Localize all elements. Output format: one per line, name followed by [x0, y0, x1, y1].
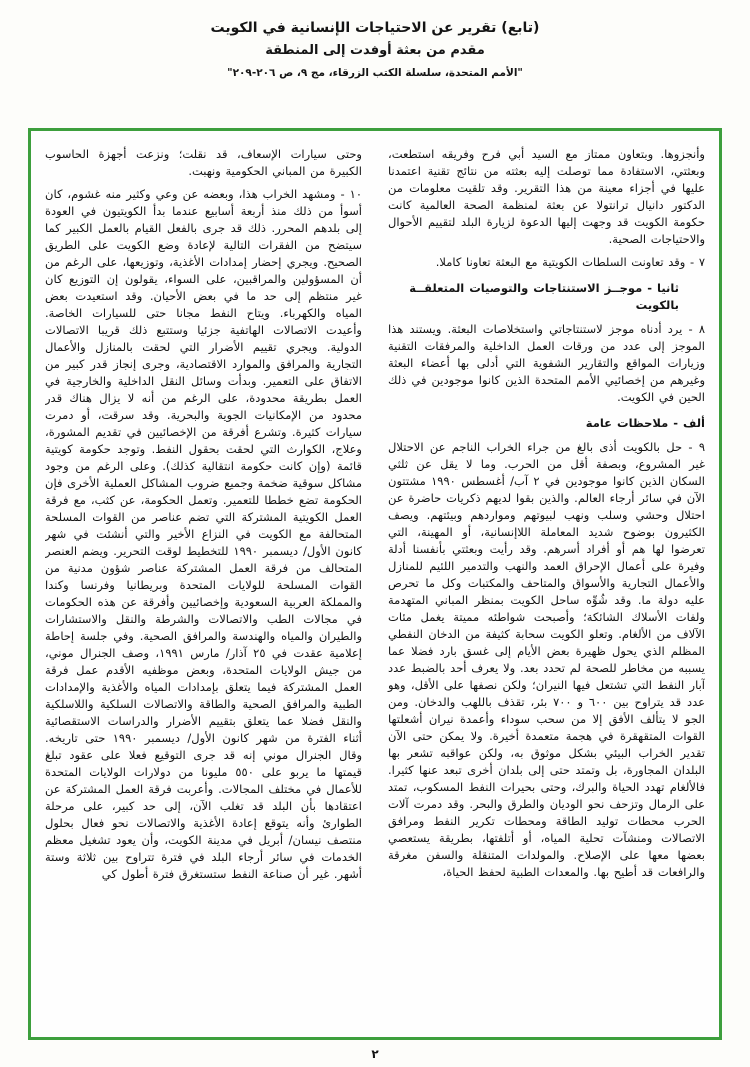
paragraph: ٩ - حل بالكويت أذى بالغ من جراء الخراب الناجم عن الاحتلال غير المشروع، وبصفة أقل من الحرب. وما لا يقل عن ثلثي السكان الذين كانوا موجودين في ٢ آب/ أغسطس ١٩٩٠ مشتتون الآن في سائر أرجاء العالم. والذين بقوا لديهم ذكريات حاضرة عن احتلال وحشي وسلب ونهب لبيوتهم ومواردهم وبيئتهم. ويصف الكثيرون بوضوح شديد المعاملة اللاإنسانية، أو المهينة، التي تعرضوا لها هم أو أفراد أسرهم. وقد رأيت وبعثتي بأنفسنا أدلة وفيرة على أعمال الإحراق العمد والنهب والتدمير اللئيم للمنازل والأعمال التجارية والأسواق والمتاحف والمكتبات وكل ما تحرص عليه دولة ما. وقد شُوِّه ساحل الكويت بمنظر المباني المتهدمة ولفات الأسلاك الشائكة؛ وأصبحت شواطئه مميتة يغمل مئات الآلاف من الألغام. وتعلو الكويت سحابة كثيفة من الدخان النفطي المظلم الذي يحول ظهيرة بعض الأيام إلى غسق بارد فضلا عما يسببه من مخاطر للصحة لم تحدد بعد. ولا يعرف أحد بالضبط عدد آبار النفط التي تشتعل فيها النيران؛ ولكن نصفها على الأقل، وهو عدد قد يتراوح بين ٦٠٠ و ٧٠٠ بئر، تقذف باللهب والدخان. ومن الجو لا يتألف الأفق إلا من سحب سوداء وأعمدة نيران أشعلتها القوات المتقهقرة في هجمة متعمدة أخيرة. ولا يمكن حتى الآن تقدير الخراب البيئي بشكل موثوق به، ولكن عواقبه تشعر بها البلدان المجاورة، بل وتمتد حتى إلى بلدان أخرى تبعد عنها كثيرا. فالألغام تهدد الحياة والبرك، وحتى بحيرات النفط المسكوب، تمتد على الرمال وتزحف نحو الوديان والطرق والبحر. وقد دمرت آلات الحرب محطات توليد الطاقة ومحطات تكرير النفط ومرافق الاتصالات ومنشآت تحلية المياه، أو أتلفتها، بطريقة يستعصي بعضها معها على الإصلاح. والمولدات المتنقلة والسفن مغرقة والرافعات قد أطيح بها. والمعدات الطبية لحفظ الحياة، — [388, 440, 705, 879]
document-frame — [28, 128, 722, 1040]
document-body — [45, 146, 705, 1025]
page-number: ٢ — [371, 1047, 379, 1061]
paragraph: ٧ - وقد تعاونت السلطات الكويتية مع البعثة تعاونا كاملا. — [435, 255, 705, 269]
document-header — [0, 20, 750, 79]
section-heading: ثانيا - موجــز الاستنتاجات والتوصيات المتعلقــة بالكويت — [409, 281, 679, 312]
document-title: (تابع) تقرير عن الاحتياجات الإنسانية في الكويت — [210, 20, 540, 36]
paragraph: ٨ - يرد أدناه موجز لاستنتاجاتي واستخلاصات البعثة. ويستند هذا الموجز إلى عدد من ورقات العمل الداخلية والمرفقات التقنية وزيارات المواقع والتقارير الشفوية التي أدلى بها أعضاء البعثة وغيرهم من إخصائيي الأمم المتحدة الذين كانوا موجودين في ذلك الحين في الكويت. — [388, 322, 705, 404]
document-source-citation: "الأمم المتحدة، سلسلة الكتب الزرقاء، مج ٩، ص ٢٠٦-٢٠٩" — [227, 67, 523, 79]
paragraph: وحتى سيارات الإسعاف، قد نقلت؛ ونزعت أجهزة الحاسوب الكبيرة من المباني الحكومية ونهبت. — [45, 147, 362, 178]
paragraph: ١٠ - ومشهد الخراب هذا، وبعضه عن وعي وكثير منه غشوم، كان أسوأ من ذلك منذ أربعة أسابيع عندما بدأ الكويتيون في العودة إلى بلدهم المحرر. ذلك قد جرى بالفعل القيام بالعمل الكبير كما سيتضح من الفقرات التالية لإعادة وضع الكويت على الطريق الصحيح. ويجري إحضار إمدادات الأغذية، وتوزيعها، على الرغم من أن المسؤولين والمراقبين، على السواء، يقولون إن التوزيع كان غير منتظم إلى حد ما في بعض الأحيان. وقد استعيدت بعض المياه والكهرباء. ويتاح النفط مجانا حتى للسيارات الخاصة. وأعيدت الاتصالات الهاتفية جزئيا وستتبع ذلك قريبا الاتصالات الدولية. ويجري تقييم الأضرار التي لحقت بالمنازل والأعمال التجارية والمرافق والموارد الاقتصادية، وجرى إنجاز قدر كبير من الاتفاق على التعمير. وبدأت وسائل النقل الداخلية والخارجية في العمل بطريقة محدودة، على الرغم من أنه لا يزال هناك قدر محدود من الإمكانيات الجوية والبحرية. وقد سرقت، أو دمرت سيارات كثيرة. وتشرع أفرقة من الإخصائيين في تقديم المشورة، وعلاج، الكوارث التي لحقت بحقول النفط. وتوجد حكومة كويتية قائمة (وإن كانت حكومة انتقالية كذلك). وعلى الرغم من وجود مشاكل سوقية ضخمة وجميع ضروب المشاكل العملية الأخرى فإن الحكومة تضع خططا للتعمير. وتعمل الحكومة، عن كثب، مع فرقة العمل الكويتية المشتركة التي تضم عناصر من القوات المسلحة المتحالفة مع الكويت في النزاع الأخير والتي أنشئت في شهر كانون الأول/ ديسمبر ١٩٩٠ للتخطيط لوقت التحرير. ويضم العنصر المتحالف من فرقة العمل المشتركة عناصر شؤون مدنية من القوات المسلحة للولايات المتحدة وبريطانيا وفرنسا وكندا والمملكة العربية السعودية وإخصائيين وأفرقة عن هذه الحكومات في مجالات الطب والاتصالات والشرطة والنقل والاستشارات والطيران والمياه والهندسة والمرافق الصحية. وفي جلسة إحاطة إعلامية عقدت في ٢٥ آذار/ مارس ١٩٩١، وصف الجنرال موني، من جيش الولايات المتحدة، وبعض موظفيه الأقدم عمل فرقة العمل المشتركة فيما يتعلق بإمدادات المياه والأغذية والإمدادات الطبية والمرافق الصحية والطاقة والاتصالات السلكية واللاسلكية والنقل فضلا عما يتعلق بتقييم الأضرار والدراسات الاستقصائية أثناء الفترة من شهر كانون الأول/ ديسمبر ١٩٩٠ حتى تاريخه. وقال الجنرال موني إنه قد جرى التوقيع فعلا على عقود تبلغ قيمتها ما يربو على ٥٥٠ مليونا من دولارات الولايات المتحدة للأعمال في مختلف المجالات. وأعربت فرقة العمل المشتركة عن اعتقادها بأن البلد قد تغلب الآن، إلى حد كبير، على مرحلة الطوارئ وأنه يتوقع إعادة الأغذية والاتصالات نحو فعال بحلول منتصف نيسان/ أبريل في مدينة الكويت، وأن يعود تشغيل معظم الخدمات في سائر أرجاء البلد في فترة تتراوح بين ثلاثة وستة أشهر. غير أن صناعة النفط ستستغرق فترة أطول كي — [45, 187, 362, 881]
column-left — [45, 146, 362, 1025]
paragraph: وأنجزوها. وبتعاون ممتاز مع السيد أبي فرح وفريقه استطعت، وبعثتي، الاستفادة مما توصلت إليه بعثته من نتائج تقنية اعتمدنا عليها في أجزاء معينة من هذا التقرير. وقد تلقيت معلومات من الدكتور دانيال ترانتولا عن بعثة لمنظمة الصحة العالمية كانت حكومة الكويت قد وجهت إليها الدعوة لزيارة البلد لتقييم الأحوال والاحتياجات الصحية. — [388, 147, 705, 246]
section-heading: ألف - ملاحظات عامة — [585, 416, 705, 430]
column-right — [388, 146, 705, 1025]
document-subtitle: مقدم من بعثة أوفدت إلى المنطقة — [265, 43, 485, 58]
